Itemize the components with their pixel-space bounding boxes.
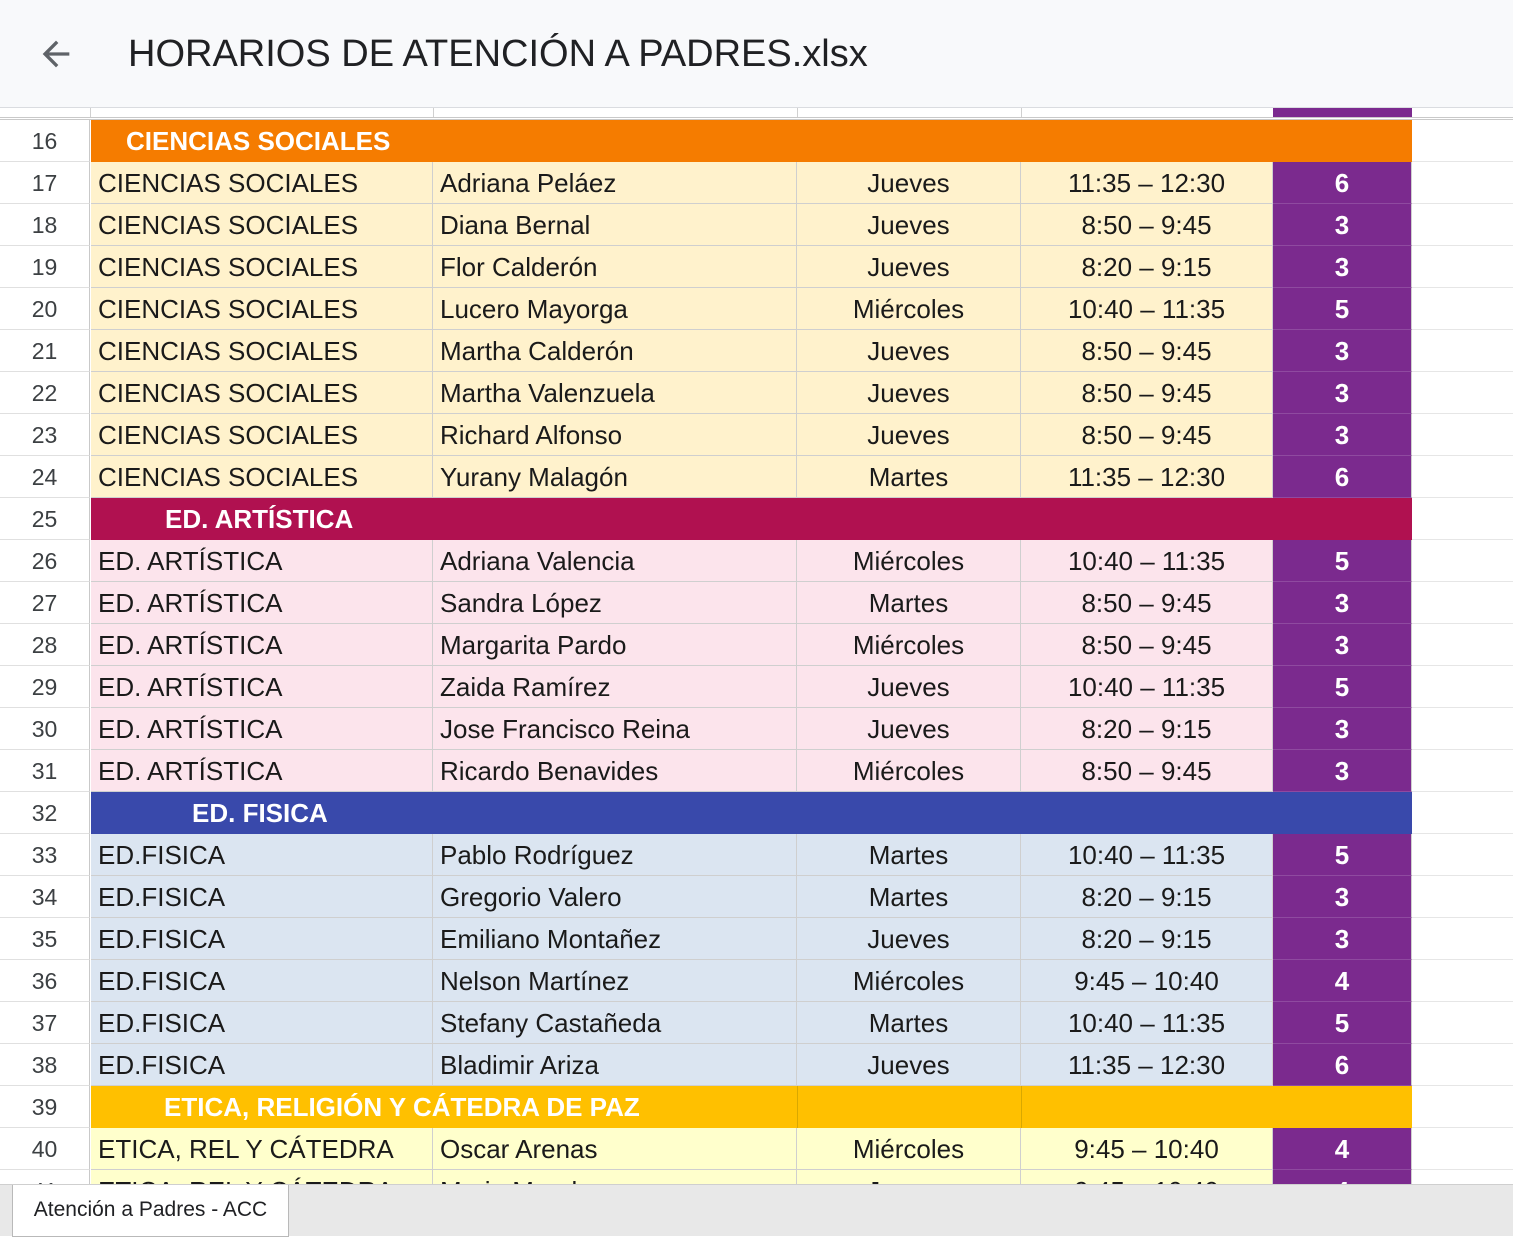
time-cell[interactable]: 8:20 – 9:15 [1021,918,1273,960]
time-cell[interactable]: 10:40 – 11:35 [1021,666,1273,708]
row-number[interactable]: 27 [0,582,90,624]
section-title-cell[interactable]: ETICA, RELIGIÓN Y CÁTEDRA DE PAZ [91,1086,1412,1128]
table-row [0,918,1513,960]
row-number[interactable]: 29 [0,666,90,708]
table-row [0,1002,1513,1044]
empty-cell[interactable] [1412,624,1513,666]
day-cell[interactable]: Jueves [797,666,1021,708]
back-button[interactable] [32,30,80,78]
day-cell[interactable]: Jueves [797,372,1021,414]
day-cell[interactable]: Miércoles [797,540,1021,582]
teacher-name-cell[interactable]: Diana Bernal [433,204,797,246]
day-cell[interactable]: Miércoles [797,1128,1021,1170]
time-cell[interactable]: 8:50 – 9:45 [1021,372,1273,414]
area-cell[interactable]: CIENCIAS SOCIALES [91,204,433,246]
section-header-row [0,792,1513,834]
teacher-name-cell[interactable]: Margarita Pardo [433,624,797,666]
row-number[interactable]: 18 [0,204,90,246]
area-cell[interactable]: CIENCIAS SOCIALES [91,330,433,372]
area-cell[interactable]: ED.FISICA [91,1044,433,1086]
row-number[interactable]: 31 [0,750,90,792]
table-row [0,708,1513,750]
time-cell[interactable]: 8:50 – 9:45 [1021,624,1273,666]
time-cell[interactable]: 8:20 – 9:15 [1021,246,1273,288]
teacher-name-cell[interactable]: Martha Valenzuela [433,372,797,414]
teacher-name-cell[interactable]: Zaida Ramírez [433,666,797,708]
section-title-cell[interactable]: CIENCIAS SOCIALES [91,120,1412,162]
period-number-cell[interactable]: 5 [1273,834,1412,876]
row-number[interactable]: 16 [0,120,90,162]
period-number-cell[interactable]: 4 [1273,960,1412,1002]
empty-cell[interactable] [1412,1086,1513,1128]
row-number[interactable]: 17 [0,162,90,204]
table-row [0,456,1513,498]
teacher-name-cell[interactable]: Stefany Castañeda [433,1002,797,1044]
section-title-cell[interactable]: ED. FISICA [91,792,1412,834]
table-row [0,1128,1513,1170]
row-number[interactable]: 26 [0,540,90,582]
time-cell[interactable]: 8:50 – 9:45 [1021,330,1273,372]
period-number-cell[interactable]: 3 [1273,708,1412,750]
area-cell[interactable]: CIENCIAS SOCIALES [91,414,433,456]
teacher-name-cell[interactable]: Oscar Arenas [433,1128,797,1170]
empty-cell[interactable] [1412,960,1513,1002]
teacher-name-cell[interactable]: Adriana Valencia [433,540,797,582]
period-number-cell[interactable]: 5 [1273,288,1412,330]
table-row [0,330,1513,372]
empty-cell[interactable] [1412,792,1513,834]
area-cell[interactable]: ED. ARTÍSTICA [91,624,433,666]
table-row [0,372,1513,414]
row-number[interactable]: 21 [0,330,90,372]
day-cell[interactable]: Jueves [797,246,1021,288]
day-cell[interactable]: Miércoles [797,624,1021,666]
table-row [0,162,1513,204]
teacher-name-cell[interactable]: Lucero Mayorga [433,288,797,330]
row-number[interactable]: 38 [0,1044,90,1086]
day-cell[interactable]: Martes [797,1002,1021,1044]
empty-cell[interactable] [1412,204,1513,246]
empty-cell[interactable] [1412,330,1513,372]
day-cell[interactable]: Jueves [797,1044,1021,1086]
area-cell[interactable]: ETICA, REL Y CÁTEDRA [91,1128,433,1170]
area-cell[interactable]: ED. ARTÍSTICA [91,540,433,582]
teacher-name-cell[interactable]: Ricardo Benavides [433,750,797,792]
table-row [0,204,1513,246]
teacher-name-cell[interactable]: Gregorio Valero [433,876,797,918]
day-cell[interactable]: Jueves [797,708,1021,750]
section-header-row [0,498,1513,540]
area-cell[interactable]: CIENCIAS SOCIALES [91,288,433,330]
period-number-cell[interactable]: 3 [1273,582,1412,624]
empty-cell[interactable] [1412,498,1513,540]
area-cell[interactable]: ED.FISICA [91,918,433,960]
day-cell[interactable]: Martes [797,456,1021,498]
period-number-cell[interactable]: 3 [1273,330,1412,372]
empty-cell[interactable] [1412,750,1513,792]
table-row [0,750,1513,792]
time-cell[interactable]: 9:45 – 10:40 [1021,960,1273,1002]
period-number-cell[interactable]: 3 [1273,876,1412,918]
period-number-cell[interactable]: 3 [1273,372,1412,414]
row-number[interactable]: 39 [0,1086,90,1128]
area-cell[interactable]: ED.FISICA [91,1002,433,1044]
row-number[interactable]: 19 [0,246,90,288]
teacher-name-cell[interactable]: Martha Calderón [433,330,797,372]
section-title-cell[interactable]: ED. ARTÍSTICA [91,498,1412,540]
row-number[interactable]: 37 [0,1002,90,1044]
teacher-name-cell[interactable]: Bladimir Ariza [433,1044,797,1086]
cell-border [1021,1086,1022,1128]
time-cell[interactable]: 8:50 – 9:45 [1021,414,1273,456]
row-number[interactable]: 20 [0,288,90,330]
table-row [0,246,1513,288]
period-number-cell[interactable]: 6 [1273,456,1412,498]
empty-cell[interactable] [1412,414,1513,456]
empty-cell[interactable] [1412,162,1513,204]
empty-cell[interactable] [1412,540,1513,582]
period-number-cell[interactable]: 3 [1273,750,1412,792]
empty-cell[interactable] [1412,582,1513,624]
row-number[interactable]: 33 [0,834,90,876]
sheet-tab-atencion-padres[interactable]: Atención a Padres - ACC [12,1185,289,1237]
arrow-left-icon [36,34,76,74]
time-cell[interactable]: 11:35 – 12:30 [1021,162,1273,204]
teacher-name-cell[interactable]: Sandra López [433,582,797,624]
app-bar [0,0,1513,108]
row-number[interactable]: 40 [0,1128,90,1170]
day-cell[interactable]: Jueves [797,204,1021,246]
period-number-cell[interactable]: 5 [1273,540,1412,582]
table-row [0,288,1513,330]
table-row [0,582,1513,624]
time-cell[interactable]: 8:20 – 9:15 [1021,876,1273,918]
row-number[interactable]: 35 [0,918,90,960]
teacher-name-cell[interactable]: Pablo Rodríguez [433,834,797,876]
empty-cell[interactable] [1412,666,1513,708]
sheet-tabs-bar [0,1184,1513,1236]
period-number-cell[interactable]: 5 [1273,666,1412,708]
spreadsheet-grid[interactable] [0,108,1513,1184]
empty-cell[interactable] [1412,246,1513,288]
time-cell[interactable]: 8:50 – 9:45 [1021,204,1273,246]
area-cell[interactable]: ED. ARTÍSTICA [91,750,433,792]
area-cell[interactable]: ED. ARTÍSTICA [91,666,433,708]
teacher-name-cell[interactable]: Richard Alfonso [433,414,797,456]
area-cell[interactable]: ED. ARTÍSTICA [91,582,433,624]
teacher-name-cell[interactable]: Adriana Peláez [433,162,797,204]
table-row [0,624,1513,666]
time-cell[interactable]: 11:35 – 12:30 [1021,456,1273,498]
section-header-row [0,120,1513,162]
area-cell[interactable]: CIENCIAS SOCIALES [91,372,433,414]
row-number[interactable]: 32 [0,792,90,834]
time-cell[interactable]: 10:40 – 11:35 [1021,1002,1273,1044]
day-cell[interactable]: Jueves [797,162,1021,204]
empty-cell[interactable] [1412,1044,1513,1086]
time-cell[interactable]: 10:40 – 11:35 [1021,834,1273,876]
period-number-cell[interactable]: 6 [1273,162,1412,204]
empty-cell[interactable] [1412,288,1513,330]
row-number[interactable]: 36 [0,960,90,1002]
row-number[interactable]: 28 [0,624,90,666]
area-cell[interactable]: ED.FISICA [91,960,433,1002]
row-number[interactable]: 25 [0,498,90,540]
row-number[interactable]: 34 [0,876,90,918]
period-number-cell[interactable]: 3 [1273,624,1412,666]
period-number-cell[interactable]: 3 [1273,204,1412,246]
teacher-name-cell[interactable]: Yurany Malagón [433,456,797,498]
teacher-name-cell[interactable]: Flor Calderón [433,246,797,288]
area-cell[interactable]: ED. ARTÍSTICA [91,708,433,750]
table-row [0,960,1513,1002]
day-cell[interactable]: Martes [797,582,1021,624]
time-cell[interactable]: 10:40 – 11:35 [1021,288,1273,330]
frozen-divider [0,108,1513,120]
table-row [0,834,1513,876]
period-number-cell[interactable]: 3 [1273,246,1412,288]
area-cell[interactable]: CIENCIAS SOCIALES [91,246,433,288]
empty-cell[interactable] [1412,918,1513,960]
row-number[interactable]: 23 [0,414,90,456]
row-number[interactable]: 30 [0,708,90,750]
empty-cell[interactable] [1412,876,1513,918]
table-row [0,876,1513,918]
day-cell[interactable]: Martes [797,876,1021,918]
empty-cell[interactable] [1412,120,1513,162]
empty-cell[interactable] [1412,1002,1513,1044]
document-title: HORARIOS DE ATENCIÓN A PADRES.xlsx [128,33,868,75]
table-row [0,540,1513,582]
empty-cell[interactable] [1412,1128,1513,1170]
day-cell[interactable]: Jueves [797,414,1021,456]
period-number-cell[interactable]: 3 [1273,414,1412,456]
row-number[interactable]: 22 [0,372,90,414]
empty-cell[interactable] [1412,456,1513,498]
area-cell[interactable]: CIENCIAS SOCIALES [91,162,433,204]
day-cell[interactable]: Miércoles [797,960,1021,1002]
section-header-row [0,1086,1513,1128]
empty-cell[interactable] [1412,708,1513,750]
time-cell[interactable]: 8:20 – 9:15 [1021,708,1273,750]
area-cell[interactable]: ED.FISICA [91,834,433,876]
day-cell[interactable]: Miércoles [797,288,1021,330]
table-row [0,1044,1513,1086]
time-cell[interactable]: 8:50 – 9:45 [1021,582,1273,624]
time-cell[interactable]: 8:50 – 9:45 [1021,750,1273,792]
day-cell[interactable]: Jueves [797,330,1021,372]
table-row [0,414,1513,456]
empty-cell[interactable] [1412,372,1513,414]
time-cell[interactable]: 10:40 – 11:35 [1021,540,1273,582]
period-number-cell[interactable]: 5 [1273,1002,1412,1044]
time-cell[interactable]: 11:35 – 12:30 [1021,1044,1273,1086]
empty-cell[interactable] [1412,834,1513,876]
cell-border [797,1086,798,1128]
period-number-cell[interactable]: 4 [1273,1128,1412,1170]
day-cell[interactable]: Miércoles [797,750,1021,792]
period-number-cell[interactable]: 6 [1273,1044,1412,1086]
teacher-name-cell[interactable]: Jose Francisco Reina [433,708,797,750]
period-number-cell[interactable]: 3 [1273,918,1412,960]
table-row [0,666,1513,708]
area-cell[interactable]: ED.FISICA [91,876,433,918]
area-cell[interactable]: CIENCIAS SOCIALES [91,456,433,498]
teacher-name-cell[interactable]: Emiliano Montañez [433,918,797,960]
teacher-name-cell[interactable]: Nelson Martínez [433,960,797,1002]
day-cell[interactable]: Martes [797,834,1021,876]
time-cell[interactable]: 9:45 – 10:40 [1021,1128,1273,1170]
row-number[interactable]: 24 [0,456,90,498]
day-cell[interactable]: Jueves [797,918,1021,960]
